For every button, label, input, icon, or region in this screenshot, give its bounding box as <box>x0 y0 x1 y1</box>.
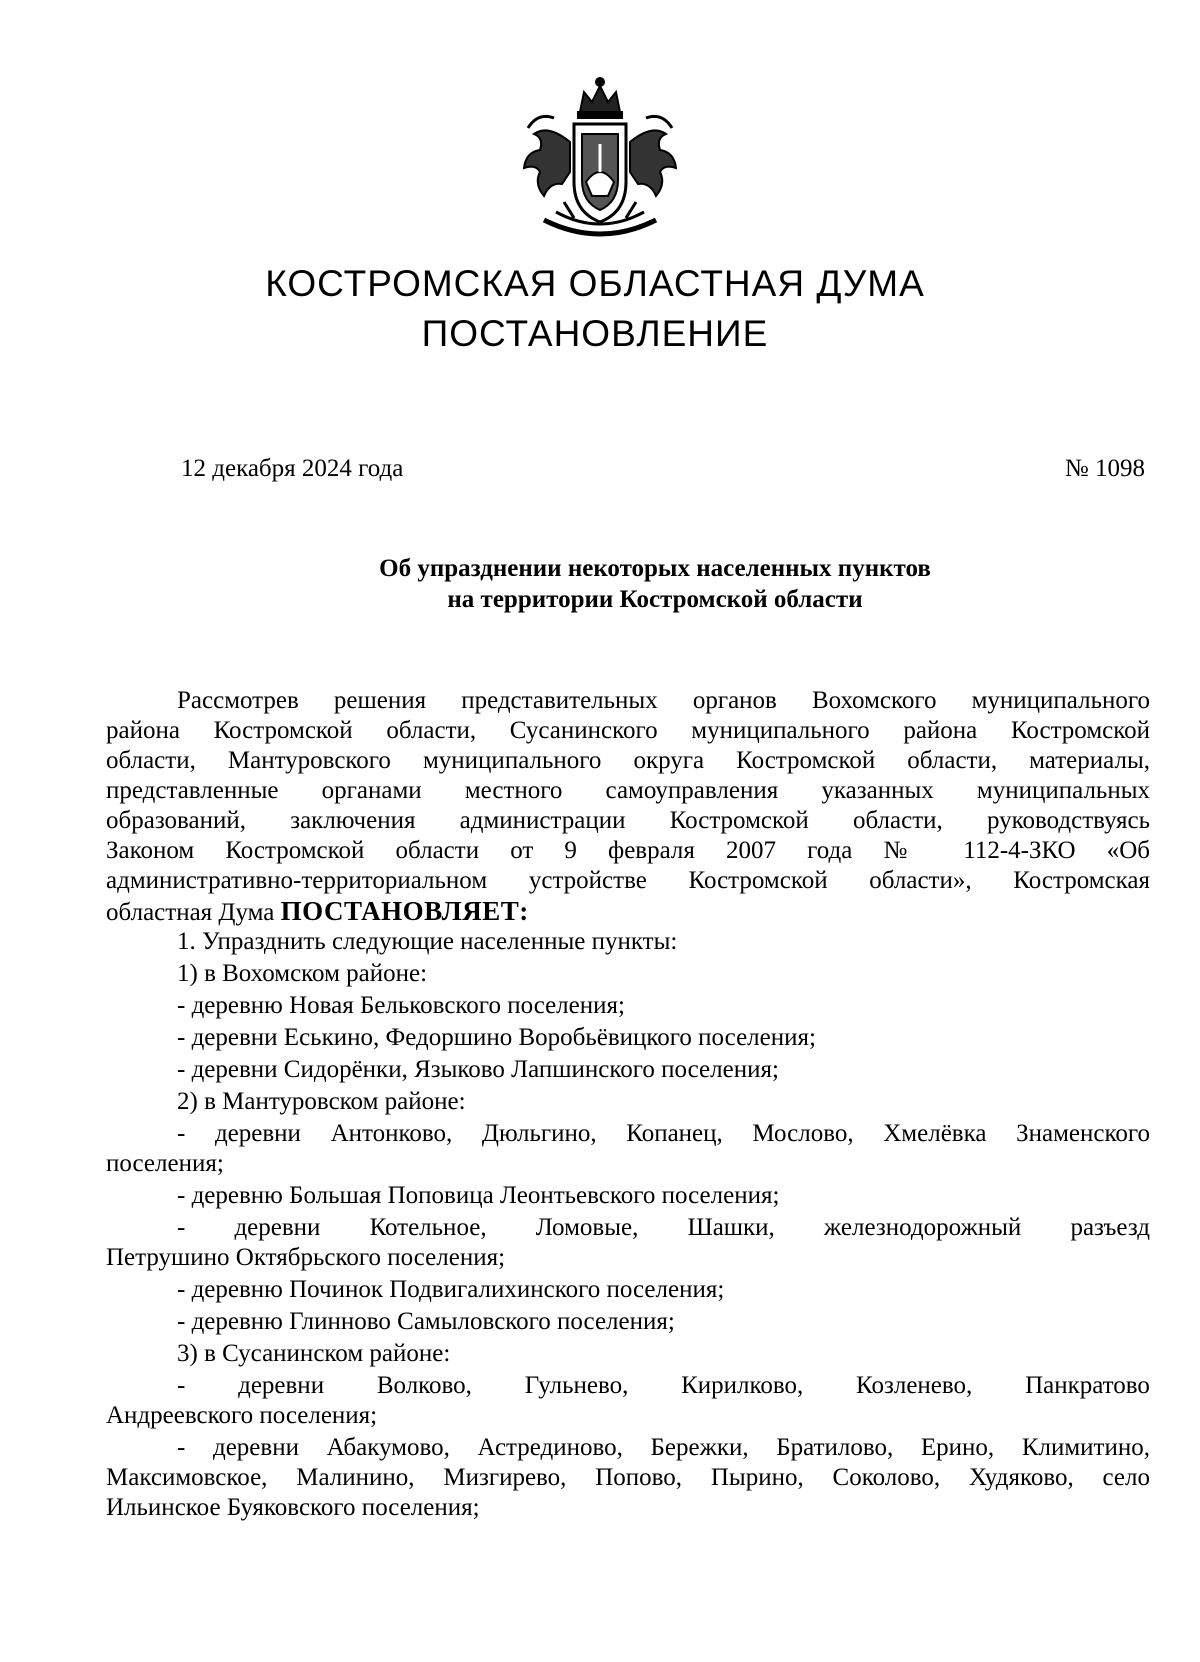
word: Шашки, <box>687 1214 775 1241</box>
list-item: - деревни Сидорёнки, Языково Лапшинского поселения; <box>177 1056 779 1083</box>
word: деревни <box>238 1372 325 1399</box>
preamble-line: административно-территориальном устройстве Костромской области», Костромская <box>106 867 1150 894</box>
district-heading: 1) в Вохомском районе: <box>177 960 428 987</box>
document-date: 12 декабря 2024 года <box>181 455 404 482</box>
preamble-line: образований, заключения администрации Костромской области, руководствуясь <box>106 807 1150 834</box>
word: Кирилково, <box>681 1372 804 1399</box>
preamble-line: области, Мантуровского муниципального округа Костромской области, материалы, <box>106 747 1150 774</box>
word: железнодорожный <box>823 1214 1022 1241</box>
document-type: ПОСТАНОВЛЕНИЕ <box>421 313 769 354</box>
list-item-cont: Петрушино Октябрьского поселения; <box>106 1244 506 1271</box>
list-item: - деревни Еськино, Федоршино Воробьёвицкого поселения; <box>177 1024 816 1051</box>
word: Гульнево, <box>524 1372 629 1399</box>
word: Панкратово <box>1025 1372 1150 1399</box>
word: Котельное, <box>369 1214 487 1241</box>
district-heading: 3) в Сусанинском районе: <box>177 1340 451 1367</box>
preamble-line-resolves <box>106 897 1150 927</box>
list-item-cont: Андреевского поселения; <box>106 1402 378 1429</box>
document-number: № 1098 <box>1064 455 1145 482</box>
list-item: - деревню Починок Подвигалихинского поселения; <box>177 1276 725 1303</box>
word: - <box>177 1372 186 1399</box>
list-item: - деревню Новая Бельковского поселения; <box>177 992 625 1019</box>
preamble-line: района Костромской области, Сусанинского муниципального района Костромской <box>106 717 1150 744</box>
item-1: 1. Упразднить следующие населенные пункты: <box>177 928 678 955</box>
organization-name: КОСТРОМСКАЯ ОБЛАСТНАЯ ДУМА <box>265 263 925 304</box>
preamble-line: Рассмотрев решения представительных органов Вохомского муниципального <box>177 687 1150 714</box>
list-item-cont: Максимовское, Малинино, Мизгирево, Попово, Пырино, Соколово, Худяково, село <box>106 1464 1150 1491</box>
word: Волково, <box>376 1372 472 1399</box>
word: деревни <box>234 1214 321 1241</box>
list-item: - деревни Абакумово, Астрединово, Бережки, Братилово, Ерино, Климитино, <box>177 1434 1150 1461</box>
list-item: - деревню Большая Поповица Леонтьевского поселения; <box>177 1182 780 1209</box>
resolves-colon: : <box>519 896 529 926</box>
district-heading: 2) в Мантуровском районе: <box>177 1088 466 1115</box>
list-item: - деревню Глинново Самыловского поселения; <box>177 1308 675 1335</box>
word: Ломовые, <box>535 1214 639 1241</box>
preamble-line: представленные органами местного самоуправления указанных муниципальных <box>106 777 1150 804</box>
list-item <box>177 1372 1150 1400</box>
list-item-cont: поселения; <box>106 1150 224 1177</box>
coat-of-arms-emblem <box>504 72 696 248</box>
word: - <box>177 1214 186 1241</box>
word: Козленево, <box>856 1372 973 1399</box>
preamble-text: областная Дума <box>106 899 281 926</box>
word: разъезд <box>1070 1214 1150 1241</box>
document-title-line-1: Об упразднении некоторых населенных пунктов <box>379 555 931 582</box>
preamble-line: Законом Костромской области от 9 февраля 2007 года № 112-4-ЗКО «Об <box>106 837 1150 864</box>
document-title-line-2: на территории Костромской области <box>447 586 863 613</box>
list-item-cont: Ильинское Буяковского поселения; <box>106 1494 480 1521</box>
list-item: - деревни Антонково, Дюльгино, Копанец, Мослово, Хмелёвка Знаменского <box>177 1120 1150 1147</box>
resolves-keyword: ПОСТАНОВЛЯЕТ <box>280 896 520 926</box>
list-item <box>177 1214 1150 1242</box>
